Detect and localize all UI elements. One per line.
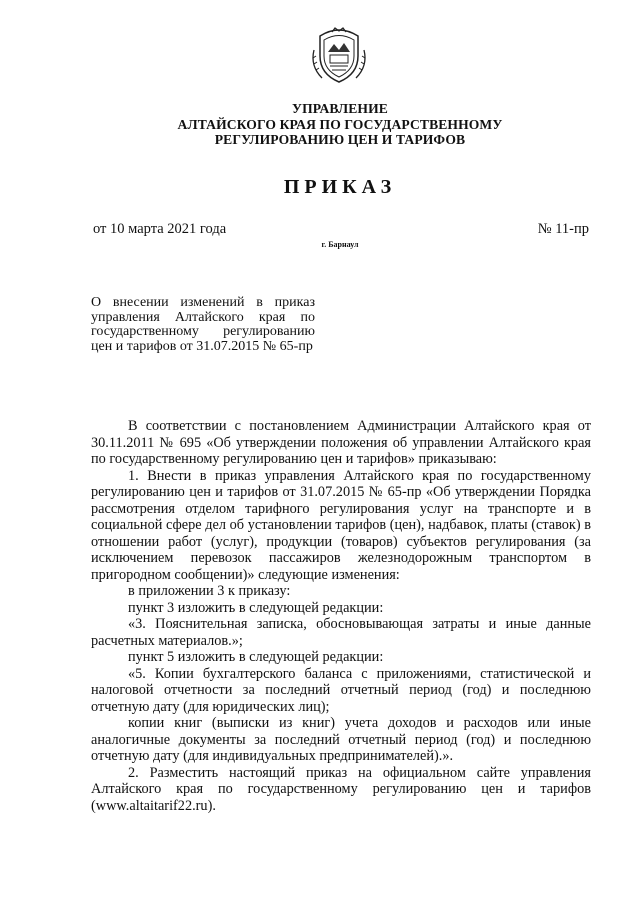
coat-of-arms-emblem <box>308 26 370 88</box>
document-date: от 10 марта 2021 года <box>93 221 227 237</box>
header-line: АЛТАЙСКОГО КРАЯ ПО ГОСУДАРСТВЕННОМУ <box>177 116 503 132</box>
body-paragraph: «3. Пояснительная записка, обосновывающая затраты и иные данные расчетных материалов.»; <box>91 616 591 649</box>
body-paragraph: 2. Разместить настоящий приказ на официальном сайте управления Алтайского края по государственному регулированию цен и тарифов (www.altaitarif22.ru). <box>91 764 591 814</box>
body-paragraph: «5. Копии бухгалтерского баланса с приложениями, статистической и налоговой отчетности за последний отчетный период (год) и последнюю отчетную дату (для юридических лиц); <box>91 665 591 715</box>
body-paragraph: копии книг (выписки из книг) учета доходов и расходов или иные аналогичные документы за последний отчетный период (год) и последнюю отчетную дату (для индивидуальных предпринимателей).». <box>91 715 591 764</box>
issuing-authority-header <box>90 101 590 148</box>
body-paragraph: пункт 5 изложить в следующей редакции: <box>128 649 384 665</box>
header-line: РЕГУЛИРОВАНИЮ ЦЕН И ТАРИФОВ <box>214 132 466 147</box>
body-paragraph: В соответствии с постановлением Администрации Алтайского края от 30.11.2011 № 695 «Об утверждении положения об управлении Алтайского края по государственному регулированию цен и тарифов» приказываю: <box>91 418 591 467</box>
body-paragraph: пункт 3 изложить в следующей редакции: <box>128 599 384 616</box>
document-subject: О внесении изменений в приказ управления Алтайского края по государственному регулированию цен и тарифов от 31.07.2015 № 65-пр <box>91 295 315 354</box>
document-body <box>91 418 591 814</box>
header-line: УПРАВЛЕНИЕ <box>292 101 388 116</box>
document-title: ПРИКАЗ <box>283 176 397 198</box>
body-paragraph: 1. Внести в приказ управления Алтайского края по государственному регулированию цен и тарифов от 31.07.2015 № 65-пр «Об утверждении Порядка рассмотрения отделом тарифного регулирования услуг на транспорте и в социальной сфере дел об установлении тарифов (цен), надбавок, платы (ставок) в отношении работ (услуг), продукции (товаров) субъектов регулирования (за исключением перевозок пассажиров железнодорожным транспортом в пригородном сообщении)» следующие изменения: <box>91 467 591 583</box>
document-city: г. Барнаул <box>321 240 359 249</box>
document-number: № 11-пр <box>537 221 589 237</box>
body-paragraph: в приложении 3 к приказу: <box>128 583 291 599</box>
